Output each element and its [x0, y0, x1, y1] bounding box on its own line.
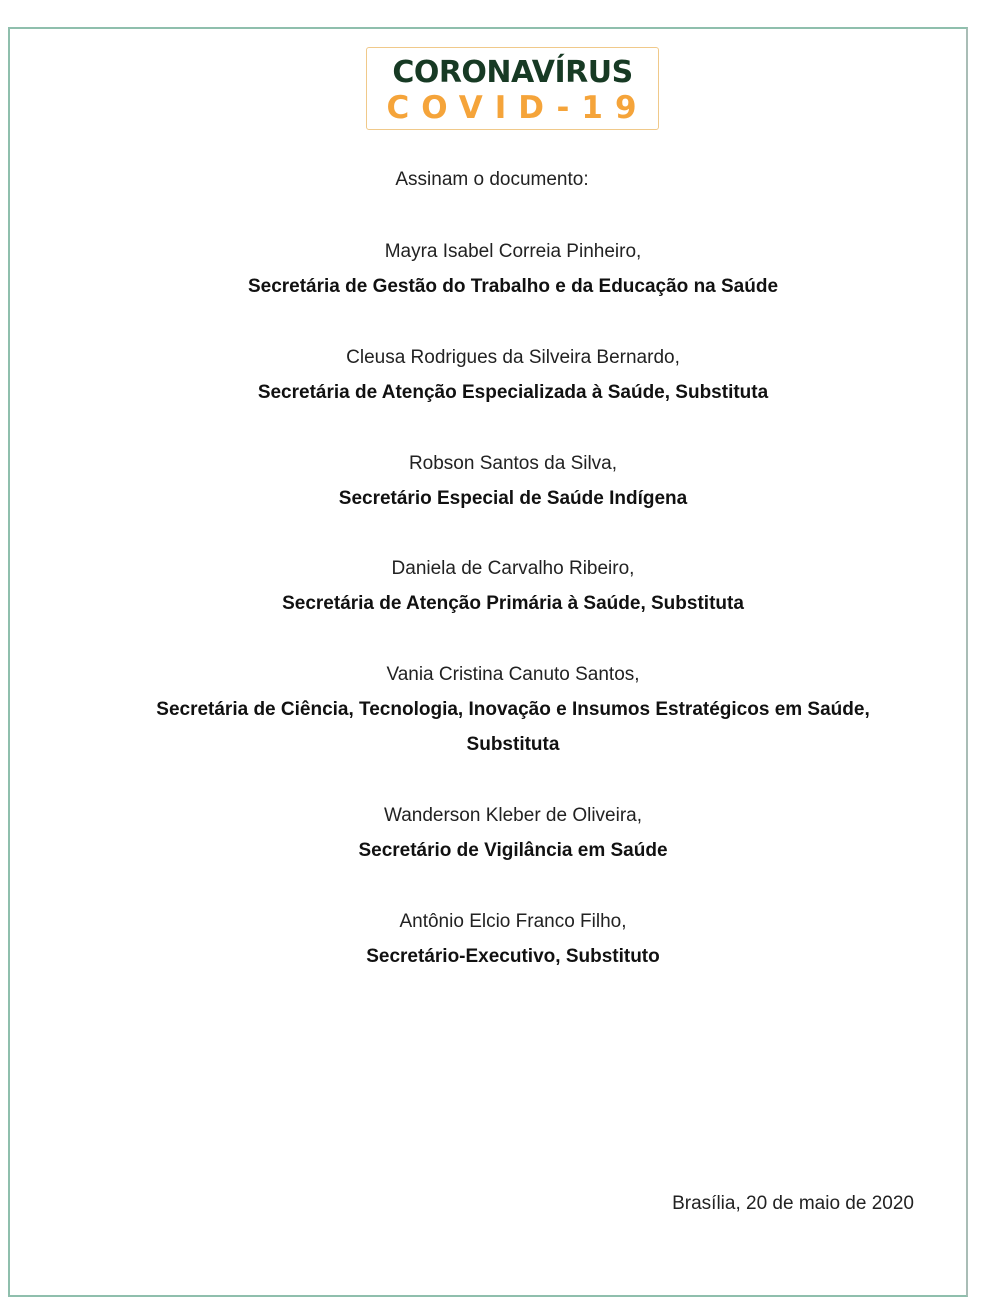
signatory-block: [0, 657, 984, 762]
logo-subtitle: COVID-19: [386, 90, 649, 126]
signatory-role: Secretária de Atenção Primária à Saúde, Substituta: [282, 593, 744, 614]
signatory-role: Secretária de Atenção Especializada à Saúde, Substituta: [257, 382, 769, 403]
document-date: Brasília, 20 de maio de 2020: [672, 1193, 914, 1214]
logo-title: CORONAVÍRUS: [392, 55, 633, 90]
signatory-name: Mayra Isabel Correia Pinheiro,: [384, 241, 642, 262]
signatory-block: [0, 234, 984, 304]
signatory-name: Robson Santos da Silva,: [408, 453, 618, 474]
signatory-block: [0, 446, 984, 516]
signatory-block: [0, 798, 984, 868]
intro-text: Assinam o documento:: [395, 169, 589, 190]
signatory-role: Secretária de Gestão do Trabalho e da Educação na Saúde: [247, 276, 779, 297]
signatory-name: Wanderson Kleber de Oliveira,: [383, 805, 643, 826]
signatory-name: Antônio Elcio Franco Filho,: [399, 911, 627, 932]
signatory-role: Secretária de Ciência, Tecnologia, Inovação e Insumos Estratégicos em Saúde,: [156, 699, 870, 720]
signatory-block: [0, 904, 984, 974]
signatory-role-continued: Substituta: [466, 734, 560, 755]
signatory-name: Vania Cristina Canuto Santos,: [386, 664, 640, 685]
signatory-role: Secretário de Vigilância em Saúde: [358, 840, 668, 861]
coronavirus-covid19-logo: [366, 47, 659, 130]
signatory-block: [0, 551, 984, 621]
signatory-name: Daniela de Carvalho Ribeiro,: [391, 558, 635, 579]
signatory-block: [0, 340, 984, 410]
signatory-name: Cleusa Rodrigues da Silveira Bernardo,: [346, 347, 680, 368]
signatory-role: Secretário-Executivo, Substituto: [366, 946, 660, 967]
signatory-role: Secretário Especial de Saúde Indígena: [338, 488, 688, 509]
